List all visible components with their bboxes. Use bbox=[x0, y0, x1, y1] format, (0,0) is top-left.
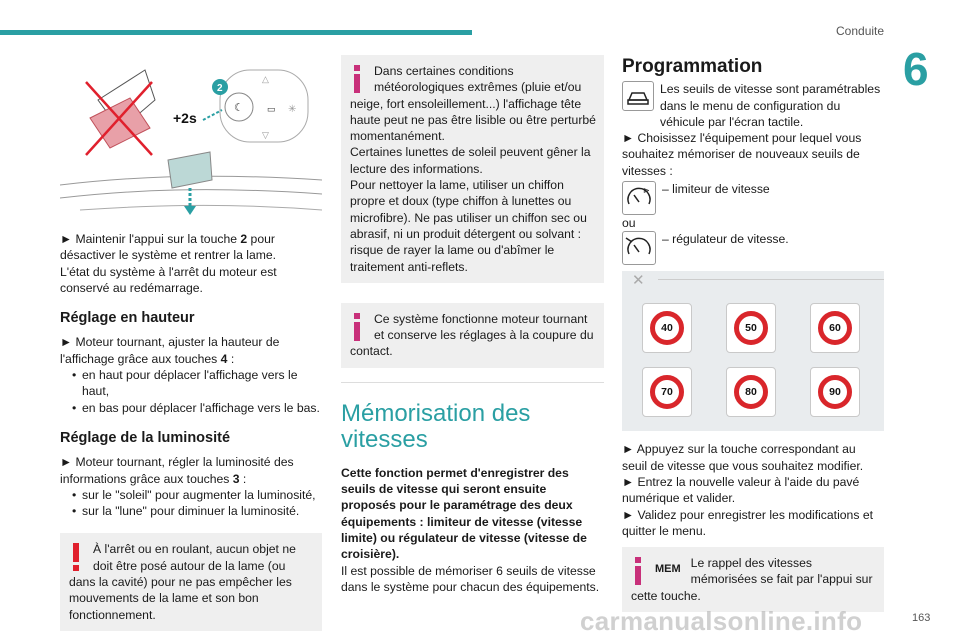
chapter-number: 6 bbox=[903, 43, 929, 95]
paragraph-state: L'état du système à l'arrêt du moteur est conservé au redémarrage. bbox=[60, 264, 277, 295]
intro-bold: Cette fonction permet d'enregistrer des seuils de vitesse qui seront ensuite proposés pour le paramétrage des deux équipements : limiteur de vitesse (vitesse limite) ou régulateur de vitesse (vitesse de croisière). bbox=[341, 465, 587, 562]
limiter-row bbox=[622, 181, 884, 215]
callout-number: 2 bbox=[217, 83, 223, 94]
speed-limiter-icon bbox=[622, 181, 656, 215]
column-3 bbox=[622, 55, 884, 612]
mem-note: Le rappel des vitesses mémorisées se fait par l'appui sur cette touche. bbox=[631, 556, 873, 603]
paragraph-brightness: ► Moteur tournant, régler la luminosité des informations grâce aux touches 3 : bbox=[60, 455, 294, 486]
paragraph-height: ► Moteur tournant, ajuster la hauteur de l'affichage grâce aux touches 4 : bbox=[60, 335, 280, 366]
speed-button[interactable]: 70 bbox=[642, 367, 692, 417]
list-item: • sur le "soleil" pour augmenter la luminosité, bbox=[72, 487, 316, 502]
divider bbox=[341, 382, 604, 383]
svg-text:▽: ▽ bbox=[262, 130, 269, 140]
heading-height: Réglage en hauteur bbox=[60, 310, 195, 327]
info-box-conditions bbox=[341, 55, 604, 283]
heading-brightness: Réglage de la luminosité bbox=[60, 429, 231, 446]
page-number: 163 bbox=[912, 612, 931, 624]
paragraph-retract: ► Maintenir l'appui sur la touche 2 pour désactiver le système et rentrer la lame. bbox=[60, 232, 277, 263]
intro-text: Il est possible de mémoriser 6 seuils de vitesse dans le système pour chacun des équipements. bbox=[341, 563, 600, 594]
list-item: • sur la "lune" pour diminuer la luminosité. bbox=[72, 504, 300, 519]
or-text: ou bbox=[622, 216, 636, 231]
close-icon[interactable]: ✕ bbox=[632, 272, 645, 290]
programming-title: Programmation bbox=[622, 56, 763, 77]
svg-text:▭: ▭ bbox=[267, 104, 276, 114]
speed-memory-screen bbox=[622, 271, 884, 431]
speed-button[interactable]: 80 bbox=[726, 367, 776, 417]
watermark: carmanualsonline.info bbox=[580, 606, 863, 636]
speed-button[interactable]: 60 bbox=[810, 303, 860, 353]
car-settings-icon bbox=[622, 81, 654, 111]
config-text: Les seuils de vitesse sont paramétrables dans le menu de configuration du véhicule par l'écran tactile. bbox=[660, 82, 881, 129]
choose-text: ► Choisissez l'équipement pour lequel vous souhaitez mémoriser de nouveaux seuils de vitesses : bbox=[622, 131, 862, 178]
list-item: • en bas pour déplacer l'affichage vers le bas. bbox=[72, 400, 320, 415]
info-text: Pour nettoyer la lame, utiliser un chiffon propre et doux (type chiffon à lunettes ou microfibre). Ne pas utiliser un chiffon sec ou abrasif, ni un produit détergent ou solvant : risque de rayer la lame ou d'abîmer le traitement anti-reflets. bbox=[350, 178, 587, 274]
svg-text:⊳: ⊳ bbox=[643, 186, 650, 196]
column-1 bbox=[60, 60, 322, 631]
speed-button[interactable]: 90 bbox=[810, 367, 860, 417]
step-1: ► Appuyez sur la touche correspondant au seuil de vitesse que vous souhaitez modifier. bbox=[622, 442, 864, 473]
svg-text:☾: ☾ bbox=[234, 102, 244, 114]
hold-tag: +2s bbox=[173, 110, 197, 126]
section-label: Conduite bbox=[836, 24, 885, 38]
info-text: Ce système fonctionne moteur tournant et conserve les réglages à la coupure du contact. bbox=[350, 311, 594, 359]
warning-text: À l'arrêt ou en roulant, aucun objet ne doit être posé autour de la lame (ou dans la cavité) pour ne pas empêcher les mouvements de la lame et son bon fonctionnement. bbox=[69, 542, 296, 622]
cruise-row bbox=[622, 231, 884, 265]
column-2 bbox=[341, 55, 604, 595]
info-box-mem bbox=[622, 547, 884, 612]
step-2: ► Entrez la nouvelle valeur à l'aide du pavé numérique et valider. bbox=[622, 474, 860, 506]
info-icon bbox=[631, 557, 645, 585]
hud-drawing bbox=[60, 60, 322, 225]
info-text: Certaines lunettes de soleil peuvent gêner la lecture des informations. bbox=[350, 145, 591, 176]
section-title: Mémorisation des vitesses bbox=[341, 399, 531, 453]
top-accent-bar bbox=[0, 30, 472, 35]
config-row bbox=[622, 81, 884, 130]
hud-illustration bbox=[60, 60, 322, 225]
mem-button-label: MEM bbox=[655, 563, 681, 576]
info-box-engine bbox=[341, 303, 604, 368]
list-item: • en haut pour déplacer l'affichage vers le haut, bbox=[72, 368, 298, 399]
warning-icon bbox=[69, 543, 83, 571]
limiter-label: – limiteur de vitesse bbox=[662, 182, 770, 197]
svg-text:✳: ✳ bbox=[288, 104, 297, 115]
cruise-control-icon bbox=[622, 231, 656, 265]
speed-button[interactable]: 50 bbox=[726, 303, 776, 353]
cruise-label: – régulateur de vitesse. bbox=[662, 232, 789, 247]
speed-button[interactable]: 40 bbox=[642, 303, 692, 353]
svg-text:△: △ bbox=[262, 74, 269, 84]
info-icon bbox=[350, 65, 364, 93]
step-3: ► Validez pour enregistrer les modifications et quitter le menu. bbox=[622, 507, 873, 538]
warning-box bbox=[60, 533, 322, 630]
info-icon bbox=[350, 313, 364, 341]
info-text: Dans certaines conditions météorologiques extrêmes (pluie et/ou neige, fort ensoleillement...) l'affichage tête haute peut ne pas être lisible ou être perturbé momentanément. bbox=[350, 64, 596, 144]
